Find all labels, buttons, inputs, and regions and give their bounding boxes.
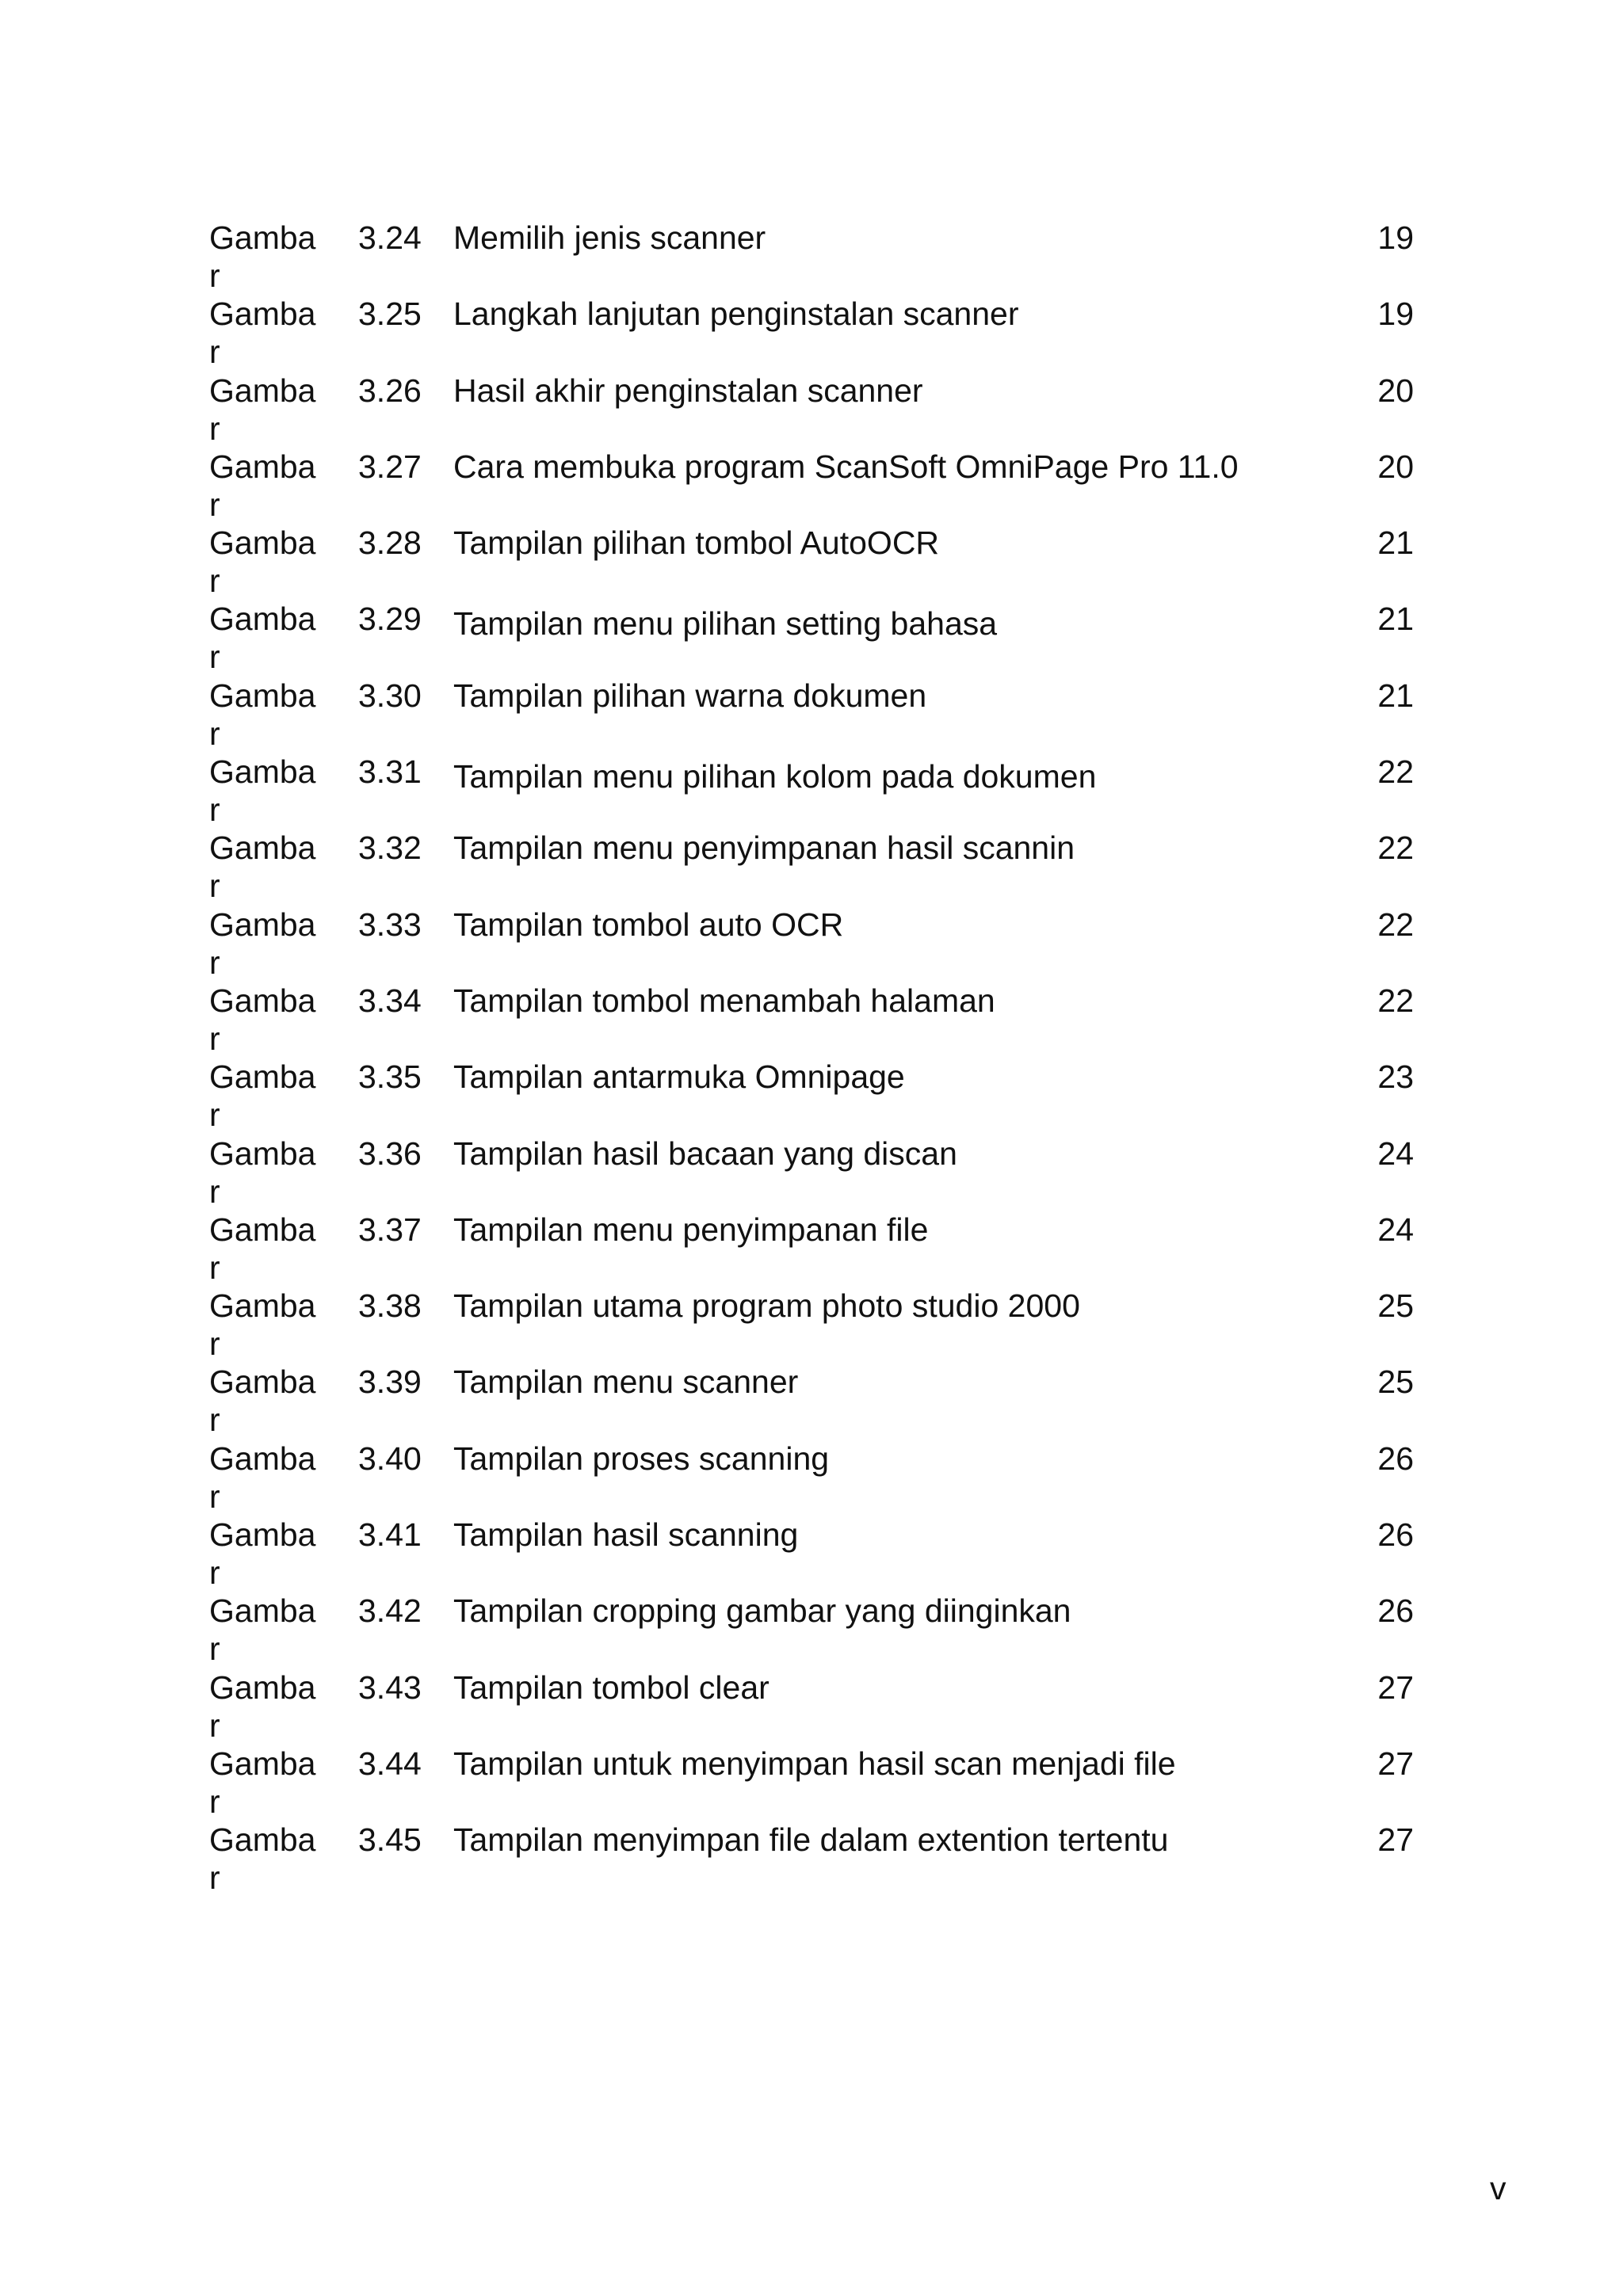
figure-number: 3.24 [358, 219, 422, 256]
figure-label-part1: Gamba [209, 830, 316, 867]
figure-label [209, 1058, 328, 1134]
page-number: v [1490, 2170, 1507, 2206]
figure-label-part1: Gamba [209, 1669, 316, 1706]
figure-title: Tampilan tombol menambah halaman [453, 982, 995, 1019]
figure-title: Tampilan pilihan tombol AutoOCR [453, 524, 940, 562]
figure-page-number: 22 [1377, 982, 1414, 1019]
figure-number: 3.38 [358, 1287, 422, 1325]
figure-title: Tampilan menyimpan file dalam extention tertentu [453, 1821, 1169, 1859]
figure-page-number: 20 [1377, 448, 1414, 485]
figure-label-part1: Gamba [209, 219, 316, 256]
figure-title: Memilih jenis scanner [453, 219, 766, 256]
figure-list-row [209, 669, 1414, 752]
figure-label-part1: Gamba [209, 982, 316, 1019]
figure-label-part2: r [209, 1249, 220, 1286]
figure-list-row [209, 1050, 1414, 1134]
figure-label-part2: r [209, 1097, 220, 1134]
figure-number: 3.34 [358, 982, 422, 1019]
figure-label [209, 600, 328, 676]
figure-title: Tampilan tombol auto OCR [453, 906, 844, 943]
figure-title: Tampilan cropping gambar yang diinginkan [453, 1592, 1071, 1630]
figure-label-part2: r [209, 791, 220, 829]
figure-label [209, 1592, 328, 1668]
figure-label [209, 1821, 328, 1897]
figure-title: Tampilan hasil scanning [453, 1516, 799, 1554]
figure-list-row [209, 1584, 1414, 1668]
figure-label [209, 753, 328, 829]
figure-number: 3.42 [358, 1592, 422, 1630]
figure-label-part2: r [209, 1554, 220, 1592]
figure-label-part1: Gamba [209, 1058, 316, 1096]
figure-label-part1: Gamba [209, 448, 316, 485]
figure-list-row [209, 898, 1414, 981]
figure-number: 3.31 [358, 753, 422, 791]
figure-number: 3.35 [358, 1058, 422, 1096]
figure-page-number: 27 [1377, 1745, 1414, 1782]
figure-list-row [209, 516, 1414, 600]
figure-page-number: 19 [1377, 296, 1414, 333]
figure-title: Tampilan pilihan warna dokumen [453, 677, 927, 714]
figure-page-number: 25 [1377, 1363, 1414, 1401]
figure-label-part2: r [209, 639, 220, 676]
figure-title: Tampilan menu scanner [453, 1363, 799, 1401]
figure-list-row [209, 1661, 1414, 1744]
figure-page-number: 21 [1377, 601, 1414, 638]
figure-number: 3.43 [358, 1669, 422, 1706]
figure-title: Tampilan menu pilihan setting bahasa [453, 605, 998, 643]
figure-label [209, 829, 328, 905]
figure-number: 3.44 [358, 1745, 422, 1782]
figure-label-part2: r [209, 715, 220, 752]
figure-label [209, 524, 328, 600]
figure-page-number: 19 [1377, 219, 1414, 256]
figure-list-row [209, 821, 1414, 905]
figure-title: Tampilan menu pilihan kolom pada dokumen [453, 758, 1097, 795]
figure-title: Tampilan menu penyimpanan file [453, 1211, 929, 1248]
figure-page-number: 26 [1377, 1440, 1414, 1477]
figure-label [209, 1745, 328, 1821]
figure-label-part1: Gamba [209, 601, 316, 638]
figure-page-number: 24 [1377, 1211, 1414, 1248]
figure-number: 3.30 [358, 677, 422, 714]
figure-label-part2: r [209, 1478, 220, 1515]
figure-list-row [209, 745, 1414, 829]
figure-label [209, 295, 328, 371]
figure-title: Tampilan utama program photo studio 2000 [453, 1287, 1080, 1325]
figure-list-row [209, 1203, 1414, 1286]
figure-page-number: 22 [1377, 906, 1414, 943]
figure-list-row [209, 1127, 1414, 1210]
figure-page-number: 25 [1377, 1287, 1414, 1325]
figure-label [209, 982, 328, 1058]
figure-label [209, 1211, 328, 1287]
figure-page-number: 26 [1377, 1516, 1414, 1554]
figure-page-number: 27 [1377, 1669, 1414, 1706]
figure-page-number: 26 [1377, 1592, 1414, 1630]
figure-label [209, 1287, 328, 1363]
figure-list-row [209, 440, 1414, 523]
figure-list-row [209, 1508, 1414, 1592]
figure-label-part2: r [209, 1020, 220, 1057]
figure-label [209, 1440, 328, 1516]
figure-title: Tampilan untuk menyimpan hasil scan menjadi file [453, 1745, 1176, 1782]
figure-list-row [209, 592, 1414, 676]
figure-list-row [209, 287, 1414, 371]
figure-title: Tampilan hasil bacaan yang discan [453, 1135, 957, 1172]
list-of-figures [209, 211, 1414, 1897]
figure-title: Tampilan antarmuka Omnipage [453, 1058, 905, 1096]
figure-label-part2: r [209, 1173, 220, 1210]
figure-label-part2: r [209, 563, 220, 600]
figure-label-part2: r [209, 334, 220, 371]
figure-number: 3.40 [358, 1440, 422, 1477]
figure-list-row [209, 1355, 1414, 1439]
figure-label-part2: r [209, 944, 220, 981]
figure-list-row [209, 364, 1414, 447]
figure-label [209, 448, 328, 524]
figure-number: 3.29 [358, 601, 422, 638]
figure-label-part2: r [209, 1402, 220, 1439]
figure-list-row [209, 1737, 1414, 1820]
figure-list-row [209, 211, 1414, 294]
figure-page-number: 22 [1377, 753, 1414, 791]
figure-label-part1: Gamba [209, 372, 316, 409]
figure-number: 3.26 [358, 372, 422, 409]
figure-page-number: 20 [1377, 372, 1414, 409]
figure-label-part1: Gamba [209, 1821, 316, 1859]
figure-label [209, 372, 328, 448]
figure-label [209, 906, 328, 982]
figure-number: 3.27 [358, 448, 422, 485]
figure-label-part1: Gamba [209, 677, 316, 714]
figure-number: 3.45 [358, 1821, 422, 1859]
figure-title: Tampilan proses scanning [453, 1440, 830, 1477]
figure-page-number: 22 [1377, 830, 1414, 867]
figure-label-part1: Gamba [209, 1211, 316, 1248]
figure-label [209, 677, 328, 753]
figure-label [209, 1516, 328, 1592]
figure-number: 3.33 [358, 906, 422, 943]
figure-number: 3.39 [358, 1363, 422, 1401]
figure-number: 3.41 [358, 1516, 422, 1554]
figure-label-part1: Gamba [209, 1745, 316, 1782]
figure-label-part1: Gamba [209, 753, 316, 791]
figure-list-row [209, 1432, 1414, 1515]
figure-label [209, 1363, 328, 1439]
figure-label-part2: r [209, 1630, 220, 1668]
figure-label-part2: r [209, 1325, 220, 1363]
figure-label-part2: r [209, 868, 220, 905]
figure-number: 3.32 [358, 830, 422, 867]
figure-label-part2: r [209, 1859, 220, 1897]
figure-label-part2: r [209, 410, 220, 447]
figure-number: 3.37 [358, 1211, 422, 1248]
figure-label-part1: Gamba [209, 1516, 316, 1554]
figure-number: 3.36 [358, 1135, 422, 1172]
figure-label-part2: r [209, 257, 220, 294]
figure-label-part1: Gamba [209, 524, 316, 562]
figure-title: Tampilan menu penyimpanan hasil scannin [453, 830, 1075, 867]
figure-label-part1: Gamba [209, 1135, 316, 1172]
figure-list-row [209, 1279, 1414, 1363]
figure-label [209, 1669, 328, 1745]
figure-number: 3.28 [358, 524, 422, 562]
figure-label-part1: Gamba [209, 1363, 316, 1401]
figure-label [209, 1135, 328, 1211]
figure-list-row [209, 974, 1414, 1057]
figure-title: Hasil akhir penginstalan scanner [453, 372, 923, 409]
figure-label-part1: Gamba [209, 296, 316, 333]
figure-list-row [209, 1813, 1414, 1897]
figure-title: Cara membuka program ScanSoft OmniPage Pro 11.0 [453, 448, 1239, 485]
figure-label-part1: Gamba [209, 1592, 316, 1630]
figure-page-number: 21 [1377, 524, 1414, 562]
figure-title: Tampilan tombol clear [453, 1669, 769, 1706]
figure-title: Langkah lanjutan penginstalan scanner [453, 296, 1019, 333]
figure-label-part2: r [209, 1783, 220, 1820]
figure-label-part1: Gamba [209, 1440, 316, 1477]
figure-page-number: 23 [1377, 1058, 1414, 1096]
figure-label-part2: r [209, 1707, 220, 1744]
figure-label-part1: Gamba [209, 906, 316, 943]
figure-label [209, 219, 328, 295]
figure-label-part2: r [209, 486, 220, 523]
figure-number: 3.25 [358, 296, 422, 333]
figure-page-number: 24 [1377, 1135, 1414, 1172]
figure-label-part1: Gamba [209, 1287, 316, 1325]
figure-page-number: 21 [1377, 677, 1414, 714]
figure-page-number: 27 [1377, 1821, 1414, 1859]
